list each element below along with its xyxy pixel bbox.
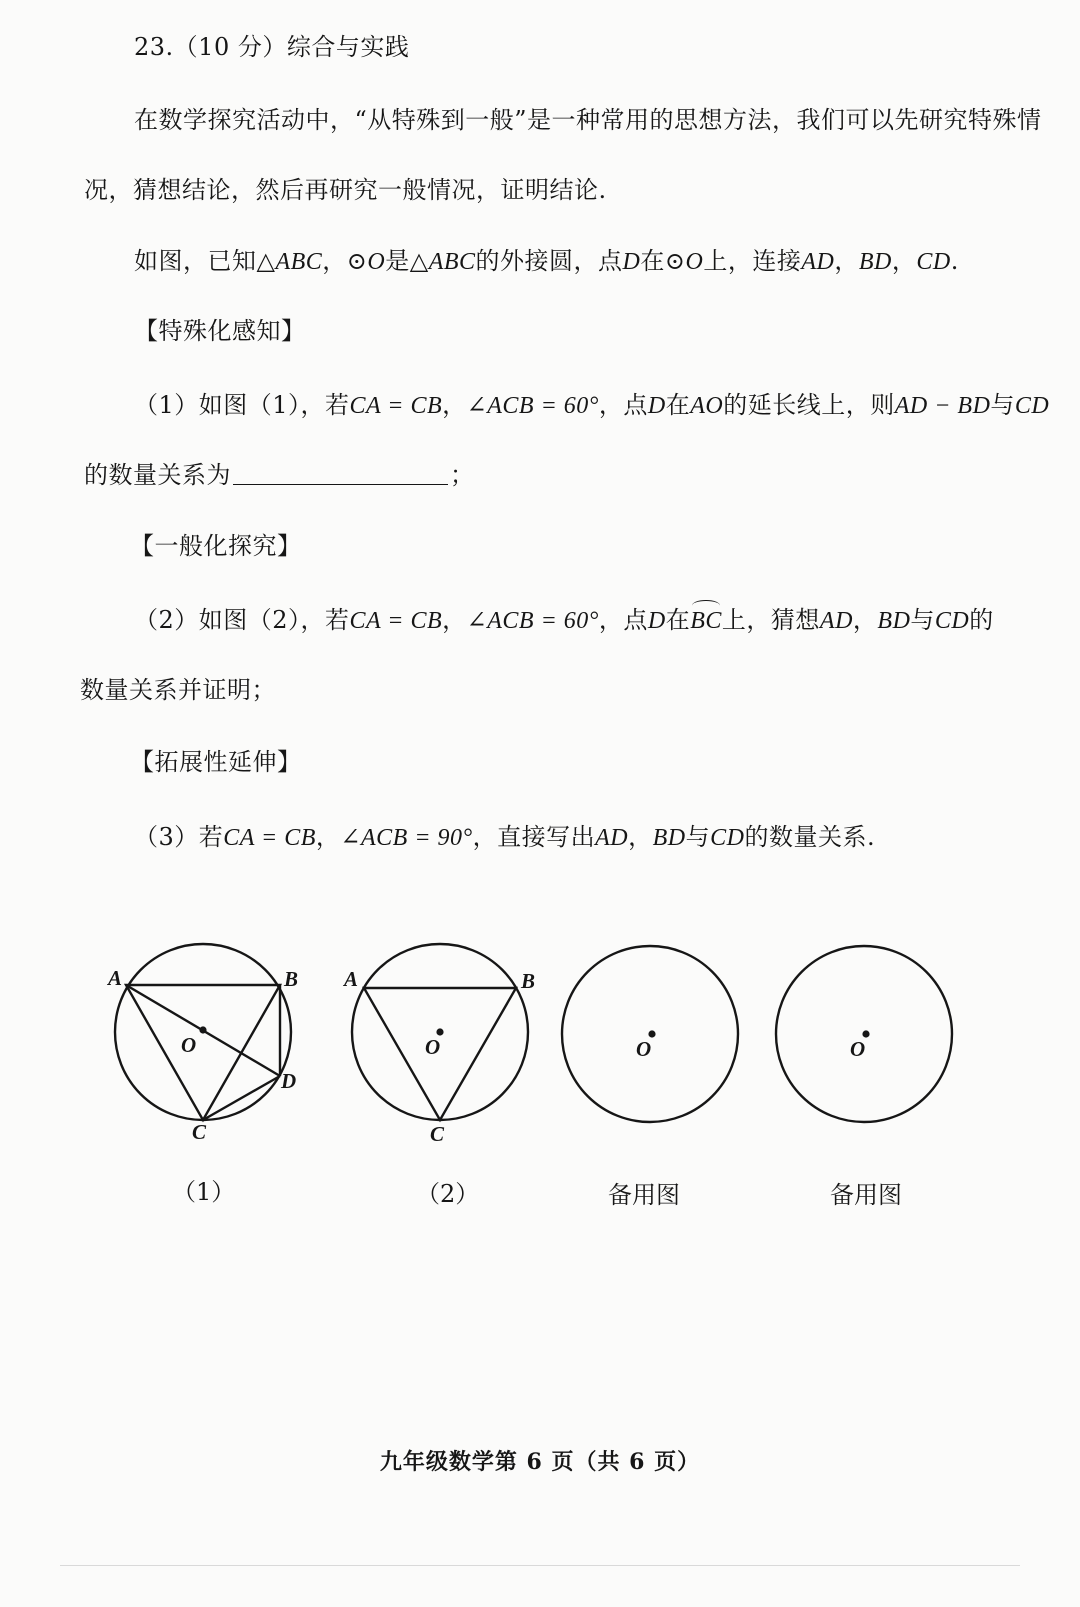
fig1-label-b: B [284,967,299,991]
fig2-label-b: B [521,969,536,993]
part1-text: 与 [990,391,1015,419]
section1-heading: 【特殊化感知】 [134,317,306,345]
math-d: D [647,608,666,634]
part1-text: 在 [665,391,691,419]
fig2-label-c: C [430,1122,445,1146]
math-o: O [685,249,704,275]
intro-text-2: 况，猜想结论，然后再研究一般情况，证明结论. [84,176,607,204]
comma: ， [442,391,467,419]
math-ad-minus-bd: AD − BD [894,393,991,419]
comma: ， [834,247,859,275]
math-ad: AD [595,825,629,851]
math-cd: CD [916,249,951,275]
math-d: D [622,249,641,275]
math-cd: CD [710,825,745,851]
math-d: D [647,393,666,419]
comma: ， [628,823,653,851]
question-number: 23. [134,33,174,61]
fig1-center-dot [199,1026,206,1033]
section2-heading: 【一般化探究】 [130,532,302,560]
part2-text: （2）如图（2），若 [134,606,350,634]
math-o: O [367,249,386,275]
given-text: 在⊙ [640,247,686,275]
part2-text: 上，猜想 [721,606,820,634]
math-ca-eq-cb: CA = CB [349,393,443,419]
spare1-caption: 备用图 [608,1181,680,1209]
math-cd: CD [934,608,970,634]
math-ad: AD [801,249,835,275]
comma: ， [442,606,467,634]
math-angle-60: ∠ACB = 60° [466,393,599,419]
given-text: 的外接圆，点 [475,247,623,275]
fig1-caption: （1） [172,1178,236,1206]
comma: ， [891,247,917,275]
given-text: 上，连接 [703,247,802,275]
part2-text: 与 [910,606,935,634]
spare1-label-o: O [636,1037,652,1061]
math-abc: ABC [428,249,476,275]
part2-text: 在 [665,606,691,634]
bottom-divider [60,1565,1020,1566]
fig1-triangle [126,985,280,1120]
comma: ， [315,823,341,851]
given-text: 是△ [385,247,429,275]
intro-text-1: 在数学探究活动中，“从特殊到一般”是一种常用的思想方法，我们可以先研究特殊情 [134,106,1042,134]
math-bd: BD [652,825,686,851]
semicolon: ； [450,461,475,489]
math-bd: BD [877,608,911,634]
math-angle-60: ∠ACB = 60° [466,608,599,634]
part2-text: 数量关系并证明； [80,676,276,704]
period: . [950,247,959,275]
fig2-caption: （2） [416,1180,480,1208]
part3-text: （3）若 [134,823,224,851]
math-arc-bc: BC [690,604,722,638]
fig1-label-a: A [108,966,123,990]
math-abc: ABC [275,249,323,275]
spare2-label-o: O [850,1037,866,1061]
given-text: 如图，已知△ [134,247,276,275]
part3-text: ，直接写出 [472,823,596,851]
part1-text: （1）如图（1），若 [134,391,350,419]
fig1-label-c: C [192,1120,207,1144]
given-text: ，⊙ [322,247,368,275]
fig2-label-o: O [425,1035,441,1059]
part3-text: 的数量关系. [744,823,876,851]
section3-heading: 【拓展性延伸】 [130,748,302,776]
math-bd: BD [858,249,892,275]
spare2-caption: 备用图 [830,1181,902,1209]
fig1-label-o: O [181,1033,197,1057]
comma: ， [852,606,878,634]
question-score: （10 分） [173,33,287,61]
part1-text: ，点 [598,391,648,419]
fig2-label-a: A [344,967,359,991]
question-topic: 综合与实践 [286,33,410,61]
part2-text: 的 [969,606,994,634]
part3-text: 与 [685,823,711,851]
math-ao: AO [690,393,724,419]
part2-text: ，点 [598,606,648,634]
math-ca-eq-cb: CA = CB [223,825,316,851]
fig1-label-d: D [281,1069,297,1093]
math-cd: CD [1014,393,1050,419]
math-angle-90: ∠ACB = 90° [340,825,473,851]
math-ad: AD [819,608,853,634]
math-ca-eq-cb: CA = CB [349,608,443,634]
part1-text: 的延长线上，则 [723,391,895,419]
part1-text: 的数量关系为 [84,461,231,489]
page-footer: 九年级数学第 6 页（共 6 页） [379,1449,701,1475]
